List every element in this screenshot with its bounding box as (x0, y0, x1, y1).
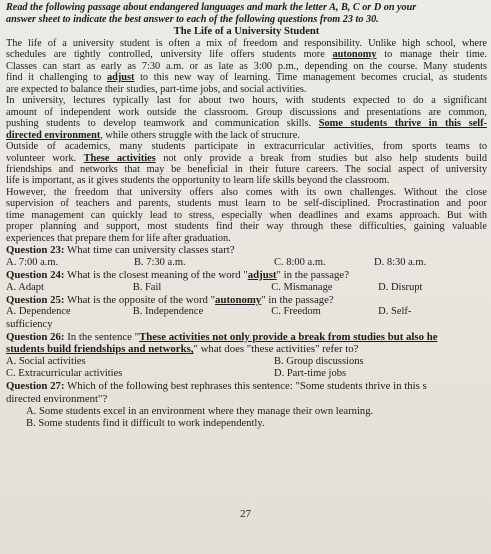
passage-text: not only provide a break from studies but also help students build (155, 152, 487, 164)
instructions-line-2: answer sheet to indicate the best answer to each of the following questions from 23 to 30. (6, 13, 379, 25)
underlined-phrase: adjust (106, 72, 135, 84)
question-25-text-before: What is the opposite of the word " (64, 293, 216, 306)
passage-text: Outside of academics, many students participate in extracurricular activities, from sports teams to (6, 141, 487, 153)
question-24-label: Question 24: (6, 268, 65, 281)
question-27-label: Question 27: (6, 380, 65, 393)
passage-text: time management can quickly lead to stress, especially when deadlines and exams approach. But with (6, 209, 487, 221)
passage-line (6, 233, 487, 244)
option-24-d[interactable]: D. Disrupt (378, 281, 423, 293)
question-24-options (6, 282, 487, 294)
option-24-c[interactable]: C. Mismanage (271, 281, 333, 293)
passage-line (6, 221, 487, 232)
option-23-b[interactable]: B. 7:30 a.m. (134, 256, 186, 268)
option-25-b[interactable]: B. Independence (132, 306, 204, 318)
option-23-a[interactable]: A. 7:00 a.m. (6, 256, 59, 268)
passage-line (6, 107, 487, 118)
question-23 (6, 244, 487, 257)
passage-text: The life of a university student is often a mix of freedom and responsibility. Unlike high school, where (6, 38, 487, 49)
passage-line (6, 198, 487, 209)
passage-line (6, 49, 487, 60)
page-number: 27 (240, 508, 251, 520)
question-24 (6, 269, 487, 282)
passage-line (6, 61, 487, 72)
option-23-c[interactable]: C. 8:00 a.m. (274, 256, 326, 268)
question-24-word: adjust (247, 268, 277, 281)
question-27-text: Which of the following best rephrases this sentence: "Some students thrive in this s (64, 380, 427, 393)
passage-text: are expected to balance their studies, part-time jobs, and social activities. (6, 83, 307, 95)
passage-line (6, 118, 487, 129)
question-23-text: What time can university classes start? (64, 244, 235, 257)
passage-line (6, 153, 487, 164)
option-26-c[interactable]: C. Extracurricular activities (6, 368, 123, 380)
passage-line (6, 164, 487, 175)
question-26-options-row-1 (6, 356, 487, 368)
passage-text: Classes can start as early as 7:30 a.m. or as late as 3:00 p.m., depending on the course. Many students (6, 60, 487, 72)
question-26-text-before: In the sentence " (64, 330, 140, 343)
passage-text: experiences that prepare them for life after graduation. (6, 232, 231, 244)
passage-text: volunteer work. (6, 152, 84, 164)
option-25-c[interactable]: C. Freedom (271, 306, 321, 318)
question-25-label: Question 25: (6, 293, 65, 306)
question-23-label: Question 23: (6, 244, 65, 257)
option-27-b[interactable]: B. Some students find it difficult to work independently. (26, 417, 265, 429)
instructions-line-1: Read the following passage about endangered languages and mark the letter A, B, C or D on your (6, 2, 417, 13)
passage-text: proper planning and support, most students find their way through these difficulties, gaining valuable (6, 221, 487, 233)
option-24-b[interactable]: B. Fail (132, 281, 162, 293)
question-26-quote-line-2: students build friendships and networks, (6, 343, 194, 356)
passage-text: supervision of teachers and parents, students must learn to be self-disciplined. Procrastination and poor (6, 198, 487, 210)
passage-text: , while others struggle with the lack of structure. (100, 129, 300, 141)
passage-text: schedules are tightly controlled, university life offers students more (6, 49, 333, 61)
question-27 (6, 380, 487, 405)
option-25-a[interactable]: A. Dependence (6, 306, 71, 318)
passage-line (6, 130, 487, 141)
passage-line (6, 72, 487, 83)
question-25-text-after: " in the passage? (261, 293, 334, 306)
question-25-word: autonomy (215, 293, 262, 306)
passage-title: The Life of a University Student (173, 26, 320, 37)
passage-text: to manage their time. (376, 49, 487, 61)
option-26-b[interactable]: B. Group discussions (274, 355, 364, 367)
question-25-option-wrap (6, 319, 487, 331)
question-24-text-after: " in the passage? (276, 268, 349, 281)
option-26-a[interactable]: A. Social activities (6, 355, 86, 367)
question-26-quote-line-1: These activities not only provide a break from studies but also he (139, 330, 438, 343)
question-24-text-before: What is the closest meaning of the word " (64, 268, 248, 281)
passage-line (6, 141, 487, 152)
option-25-d[interactable]: D. Self- (378, 306, 412, 318)
option-25-a-wrap: sufficiency (6, 318, 53, 330)
passage-text: to this new way of learning. Time management becomes crucial, as students (134, 72, 487, 84)
passage-text: In university, lectures typically last for about two hours, with students expected to do a significant (6, 95, 487, 107)
underlined-phrase: Some students thrive in this self- (318, 118, 487, 130)
question-26-text-after: " what does "these activities" refer to? (193, 343, 359, 356)
underlined-phrase: autonomy (332, 49, 377, 61)
passage-line (6, 84, 487, 95)
passage-line (6, 95, 487, 106)
underlined-phrase: These activities (83, 152, 156, 164)
option-24-a[interactable]: A. Adapt (6, 281, 44, 293)
option-23-d[interactable]: D. 8:30 a.m. (374, 256, 427, 268)
passage-line (6, 175, 487, 186)
question-26-label: Question 26: (6, 330, 65, 343)
passage-text: find it challenging to (6, 72, 107, 84)
option-26-d[interactable]: D. Part-time jobs (274, 368, 347, 380)
question-26-options-row-2 (6, 368, 487, 380)
question-25 (6, 294, 487, 307)
question-27-text-line-2: directed environment"? (6, 392, 108, 405)
passage-text: amount of independent work outside the classroom. Group discussions and presentations are common, (6, 106, 487, 118)
instructions (6, 2, 487, 25)
passage-text: However, the freedom that university offers also comes with its own challenges. Without the close (6, 186, 487, 198)
passage-text: friendships and networks that may be beneficial in their future careers. The social aspect of university (6, 163, 487, 175)
passage-line (6, 38, 487, 49)
passage-line (6, 210, 487, 221)
question-23-options (6, 257, 487, 269)
passage (6, 38, 487, 244)
option-27-a[interactable]: A. Some students excel in an environment where they manage their own learning. (26, 405, 374, 417)
passage-text: life is important, as it gives students the opportunity to learn life skills beyond the classroom. (6, 175, 390, 187)
question-26 (6, 331, 487, 356)
passage-text: pushing students to develop teamwork and communication skills. (6, 118, 319, 130)
underlined-phrase: directed environment (6, 129, 101, 141)
question-25-options (6, 306, 487, 318)
passage-line (6, 187, 487, 198)
